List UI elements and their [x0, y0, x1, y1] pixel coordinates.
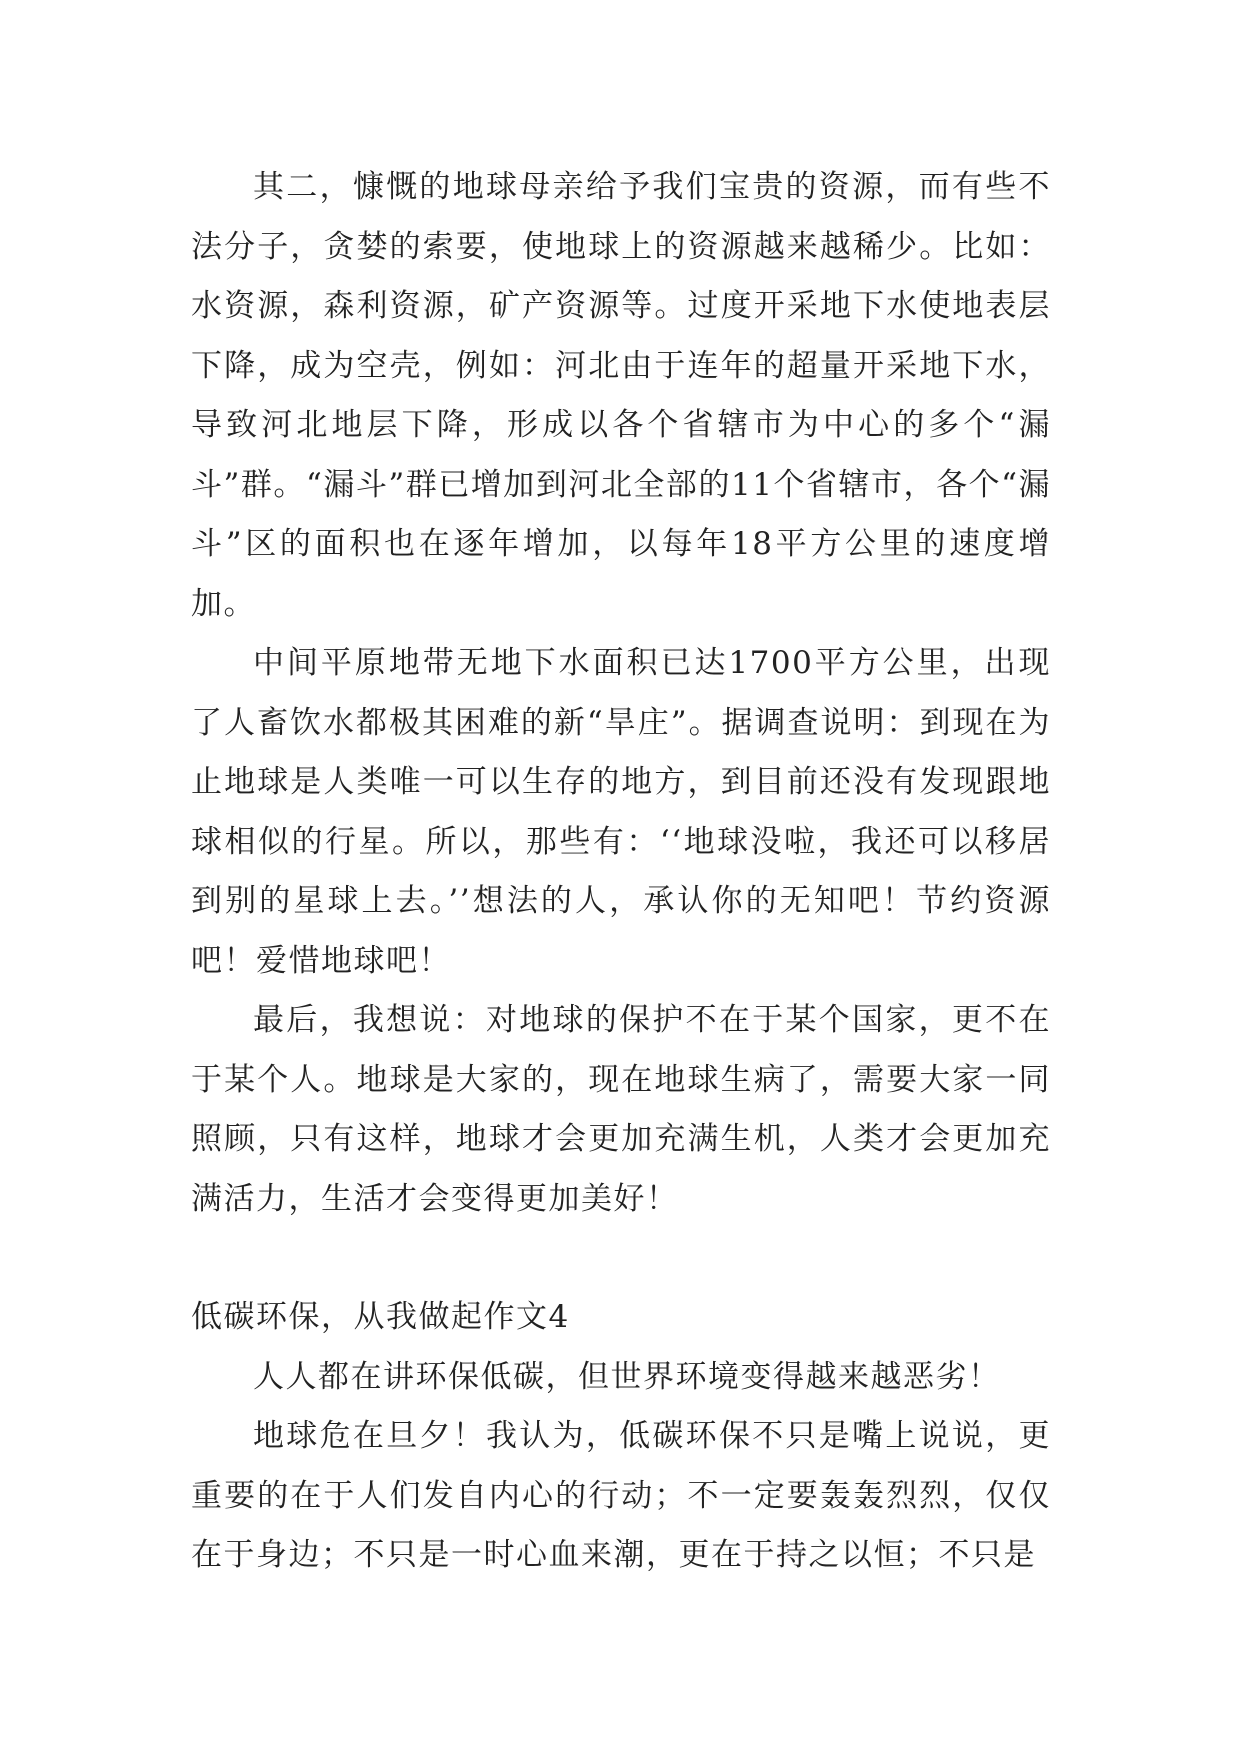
paragraph-intro: 人人都在讲环保低碳，但世界环境变得越来越恶劣！ — [253, 1358, 1001, 1395]
paragraph-conclusion: 最后，我想说：对地球的保护不在于某个国家，更不在于某个人。地球是大家的，现在地球生病了，需要大家一同照顾，只有这样，地球才会更加充满生机，人类才会更加充满活力，生活才会变得更加美好！ — [191, 1002, 1051, 1217]
document-body — [191, 158, 1051, 1586]
paragraph-groundwater: 中间平原地带无地下水面积已达1700平方公里，出现了人畜饮水都极其困难的新“旱庄”。据调查说明：到现在为止地球是人类唯一可以生存的地方，到目前还没有发现跟地球相似的行星。所以，那些有：‘‘地球没啦，我还可以移居到别的星球上去。’’想法的人，承认你的无知吧！节约资源吧！爱惜地球吧！ — [191, 645, 1051, 979]
paragraph-action: 地球危在旦夕！我认为，低碳环保不只是嘴上说说，更重要的在于人们发自内心的行动；不一定要轰轰烈烈，仅仅在于身边；不只是一时心血来潮，更在于持之以恒；不只是 — [191, 1418, 1051, 1573]
paragraph-resources: 其二，慷慨的地球母亲给予我们宝贵的资源，而有些不法分子，贪婪的索要，使地球上的资源越来越稀少。比如：水资源，森利资源，矿产资源等。过度开采地下水使地表层下降，成为空壳，例如：河北由于连年的超量开采地下水，导致河北地层下降，形成以各个省辖市为中心的多个“漏斗”群。“漏斗”群已增加到河北全部的11个省辖市，各个“漏斗”区的面积也在逐年增加，以每年18平方公里的速度增加。 — [191, 169, 1051, 622]
section-title: 低碳环保，从我做起作文4 — [191, 1299, 570, 1335]
